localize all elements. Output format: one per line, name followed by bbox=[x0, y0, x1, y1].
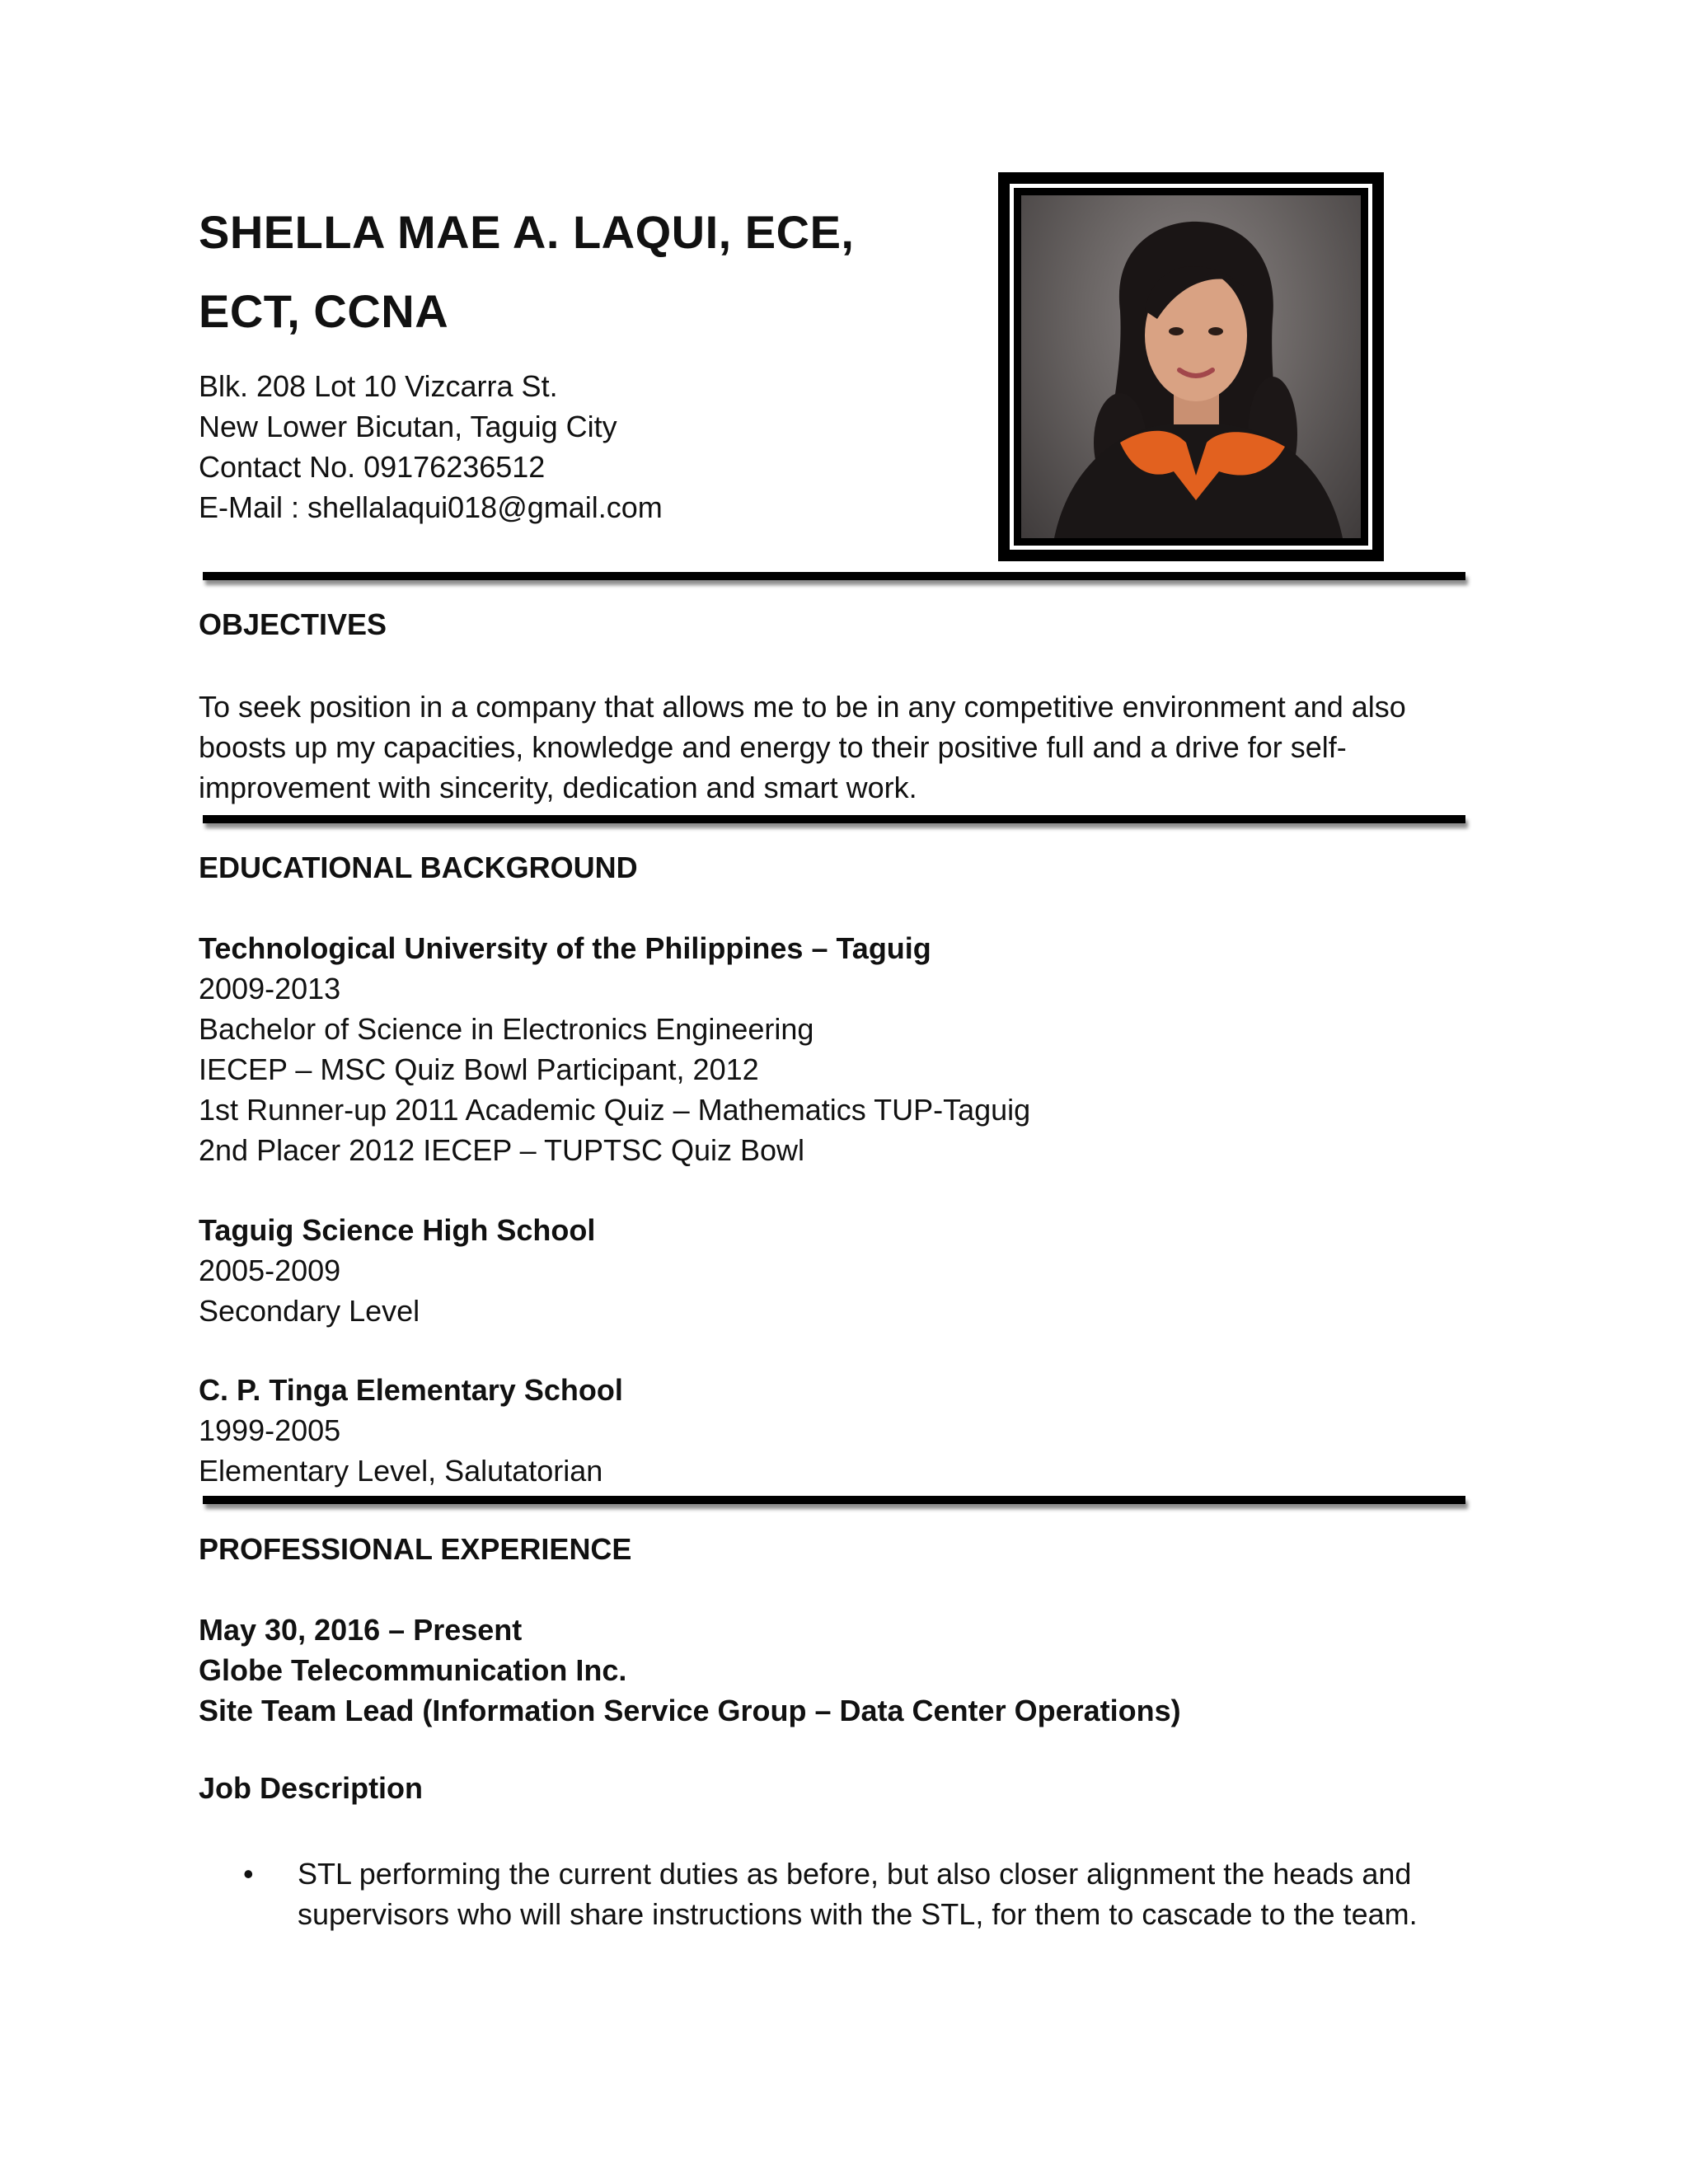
bullet-dot-icon: • bbox=[243, 1857, 254, 1891]
experience-period: May 30, 2016 – Present bbox=[199, 1613, 523, 1647]
school-degree: Bachelor of Science in Electronics Engineering bbox=[199, 1012, 814, 1046]
address-line-2: New Lower Bicutan, Taguig City bbox=[199, 410, 617, 443]
name-line-1: SHELLA MAE A. LAQUI, ECE, bbox=[199, 206, 855, 258]
address-line-1: Blk. 208 Lot 10 Vizcarra St. bbox=[199, 369, 558, 403]
experience-entry bbox=[199, 1610, 1468, 1731]
contact-info bbox=[199, 366, 940, 527]
school-achievement: 1st Runner-up 2011 Academic Quiz – Mathematics TUP-Taguig bbox=[199, 1093, 1031, 1127]
applicant-name bbox=[199, 193, 940, 351]
job-description-heading: Job Description bbox=[199, 1771, 424, 1805]
school-achievement: 2nd Placer 2012 IECEP – TUPTSC Quiz Bowl bbox=[199, 1133, 805, 1167]
school-entry-tup bbox=[199, 928, 1468, 1170]
name-line-2: ECT, CCNA bbox=[199, 285, 449, 337]
contact-number: Contact No. 09176236512 bbox=[199, 450, 546, 484]
school-achievement: IECEP – MSC Quiz Bowl Participant, 2012 bbox=[199, 1052, 759, 1086]
divider-rule-2 bbox=[203, 815, 1465, 823]
portrait-photo bbox=[1021, 195, 1361, 538]
experience-position: Site Team Lead (Information Service Group – Data Center Operations) bbox=[199, 1694, 1181, 1727]
school-name: Taguig Science High School bbox=[199, 1213, 596, 1247]
education-heading: EDUCATIONAL BACKGROUND bbox=[199, 851, 638, 884]
school-level: Secondary Level bbox=[199, 1294, 420, 1328]
school-entry-cp-tinga bbox=[199, 1370, 1468, 1491]
email-address: E-Mail : shellalaqui018@gmail.com bbox=[199, 490, 663, 524]
objectives-heading: OBJECTIVES bbox=[199, 607, 387, 641]
experience-company: Globe Telecommunication Inc. bbox=[199, 1653, 627, 1687]
school-name: C. P. Tinga Elementary School bbox=[199, 1373, 623, 1407]
divider-rule-1 bbox=[203, 572, 1465, 580]
objectives-text: To seek position in a company that allows me to be in any competitive environment and also boosts up my capacities, knowledge and energy to their positive full and a drive for self-improvement with sincerity, dedication and smart work. bbox=[199, 690, 1406, 804]
portrait-illustration bbox=[1021, 195, 1361, 538]
school-years: 2005-2009 bbox=[199, 1254, 341, 1287]
job-description-text: STL performing the current duties as before, but also closer alignment the heads and supervisors who will share instructions with the STL, for them to cascade to the team. bbox=[298, 1857, 1418, 1931]
divider-rule-3 bbox=[203, 1496, 1465, 1504]
school-level: Elementary Level, Salutatorian bbox=[199, 1454, 603, 1488]
school-years: 2009-2013 bbox=[199, 972, 341, 1005]
photo-frame bbox=[998, 172, 1384, 561]
school-entry-taguig-science bbox=[199, 1210, 1468, 1331]
school-years: 1999-2005 bbox=[199, 1413, 341, 1447]
school-name: Technological University of the Philippines – Taguig bbox=[199, 931, 931, 965]
experience-heading: PROFESSIONAL EXPERIENCE bbox=[199, 1532, 632, 1566]
